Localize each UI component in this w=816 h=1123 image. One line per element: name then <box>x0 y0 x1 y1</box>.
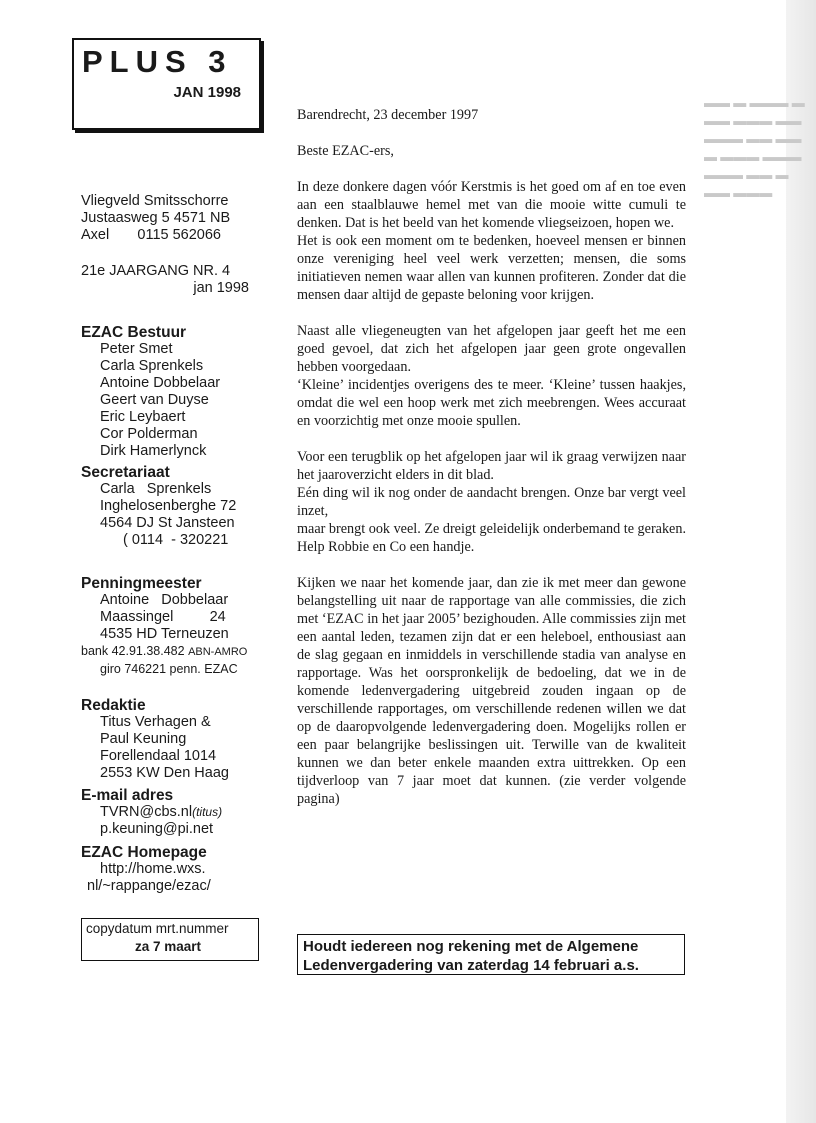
letter-paragraph: Het is ook een moment om te bedenken, hoeveel mensen er binnen onze vereniging heel veel werk verzetten; mensen, die soms initiatieven nemen waar allen van kunnen profiteren. Zonder dat die mensen daar altijd de gepaste beloning voor krijgen. <box>297 233 686 303</box>
volume-date: jan 1998 <box>193 280 249 296</box>
letter-paragraph: ‘Kleine’ incidentjes overigens des te meer. ‘Kleine’ tussen haakjes, omdat die wel een hoop werk met zich meebrengen. Wees accuraat en voorzichtig met onze mooie spullen. <box>297 377 686 429</box>
giro-account: giro 746221 penn. EZAC <box>100 662 238 676</box>
editors-section <box>81 697 271 782</box>
letter-salutation: Beste EZAC-ers, <box>297 143 394 159</box>
editors-line: Forellendaal 1014 <box>100 748 217 764</box>
secretariat-section <box>81 464 271 549</box>
meeting-reminder-line: Houdt iedereen nog rekening met de Algemene <box>303 938 639 955</box>
board-member: Antoine Dobbelaar <box>100 375 221 391</box>
homepage-url[interactable]: http://home.wxs. <box>100 861 206 877</box>
letter-paragraph: Kijken we naar het komende jaar, dan zie ik met meer dan gewone belangstelling uit naar de rapportage van alle commissies, die zich met ‘EZAC in het jaar 2005’ bezighouden. Alle commissies zijn met een aantal leden, tezamen zijn dat er een heleboel, enthousiast aan de slag gegaan en inmiddels in verschillende stadia van analyse en rapportage. Was het oorspronkelijk de bedoeling, dat we in de komende ledenvergadering uitgebreid zouden ingaan op de verschillende rapportages, om verschillende redenen willen we dat op de daaropvolgende ledenvergadering doen. Mogelijks rollen er een paar belangrijke beslissingen uit. Terwille van de kwaliteit kunnen we dan beter enkele maanden extra uittrekken. Op een tijdverloop van 7 jaar moet dat kunnen. (zie verder volgende pagina) <box>297 575 686 807</box>
editors-heading: Redaktie <box>81 697 146 714</box>
letter-paragraph: In deze donkere dagen vóór Kerstmis is het goed om af en toe even aan een staalblauwe hemel met van die mooie witte cumuli te denken. Dat is het beeld van het komende vliegseizoen, hopen we. <box>297 179 686 231</box>
treasurer-line: Maassingel 24 <box>100 609 226 625</box>
board-member: Eric Leybaert <box>100 409 186 425</box>
city-phone: Axel 0115 562066 <box>81 227 222 243</box>
copy-deadline-date: za 7 maart <box>134 939 202 954</box>
treasurer-line: Antoine Dobbelaar <box>100 592 229 608</box>
board-section <box>81 324 271 460</box>
secretariat-line: Carla Sprenkels <box>100 481 212 497</box>
letter-paragraph: Naast alle vliegeneugten van het afgelopen jaar geeft het me een goed gevoel, dat zich het afgelopen jaar geen grote ongevallen hebben voorgedaan. <box>297 323 686 375</box>
email-address-1[interactable]: TVRN@cbs.nl <box>100 804 193 820</box>
board-member: Cor Polderman <box>100 426 198 442</box>
homepage-url[interactable]: nl/~rappange/ezac/ <box>87 878 211 894</box>
board-member: Geert van Duyse <box>100 392 209 408</box>
treasurer-line: 4535 HD Terneuzen <box>100 626 229 642</box>
bank-name: ABN-AMRO <box>188 646 248 658</box>
editors-line: 2553 KW Den Haag <box>100 765 229 781</box>
email-heading: E-mail adres <box>81 787 174 804</box>
letter-paragraph: Eén ding wil ik nog onder de aandacht brengen. Onze bar vergt veel inzet, <box>297 485 686 519</box>
meeting-reminder-line: Ledenvergadering van zaterdag 14 februari a.s. <box>303 957 639 974</box>
board-heading: EZAC Bestuur <box>81 324 187 341</box>
club-address <box>81 193 271 244</box>
letter-paragraph: maar brengt ook veel. Ze dreigt geleidelijk onderbemand te geraken. Help Robbie en Co een handje. <box>297 521 686 555</box>
email-note: (titus) <box>192 805 223 819</box>
airfield-name: Vliegveld Smitsschorre <box>81 193 229 209</box>
editors-line: Titus Verhagen & <box>100 714 211 730</box>
homepage-section <box>81 844 271 895</box>
treasurer-heading: Penningmeester <box>81 575 202 592</box>
email-section <box>81 787 271 838</box>
volume-number: 21e JAARGANG NR. 4 <box>81 263 231 279</box>
issue-date: JAN 1998 <box>173 84 241 101</box>
secretariat-phone: ( 0114 - 320221 <box>123 532 229 548</box>
secretariat-line: Inghelosenberghe 72 <box>100 498 237 514</box>
email-address-2[interactable]: p.keuning@pi.net <box>100 821 214 837</box>
board-member: Carla Sprenkels <box>100 358 204 374</box>
secretariat-line: 4564 DJ St Jansteen <box>100 515 235 531</box>
newsletter-title: PLUS 3 <box>82 44 233 79</box>
issue-info <box>81 263 271 297</box>
letter-paragraph: Voor een terugblik op het afgelopen jaar wil ik graag verwijzen naar het jaaroverzicht elders in dit blad. <box>297 449 686 483</box>
masthead-box <box>72 38 261 130</box>
treasurer-section <box>81 575 271 678</box>
editors-line: Paul Keuning <box>100 731 187 747</box>
board-member: Peter Smet <box>100 341 173 357</box>
meeting-reminder-box <box>297 934 685 975</box>
secretariat-heading: Secretariaat <box>81 464 170 481</box>
street-address: Justaasweg 5 4571 NB <box>81 210 231 226</box>
homepage-heading: EZAC Homepage <box>81 844 207 861</box>
copy-deadline-label: copydatum mrt.nummer <box>86 921 229 936</box>
chairman-letter <box>297 106 686 808</box>
show-through-text: ▬▬ ▬ ▬▬▬ ▬ ▬▬ ▬▬▬ ▬▬ ▬▬▬ ▬▬ ▬▬ ▬ ▬▬▬ ▬▬▬ ▬▬▬ ▬▬ ▬ ▬▬ ▬▬▬ <box>704 95 805 200</box>
board-member: Dirk Hamerlynck <box>100 443 207 459</box>
bank-account: bank 42.91.38.482 <box>81 644 185 658</box>
letter-place-date: Barendrecht, 23 december 1997 <box>297 107 479 123</box>
copy-deadline-box <box>81 918 259 961</box>
